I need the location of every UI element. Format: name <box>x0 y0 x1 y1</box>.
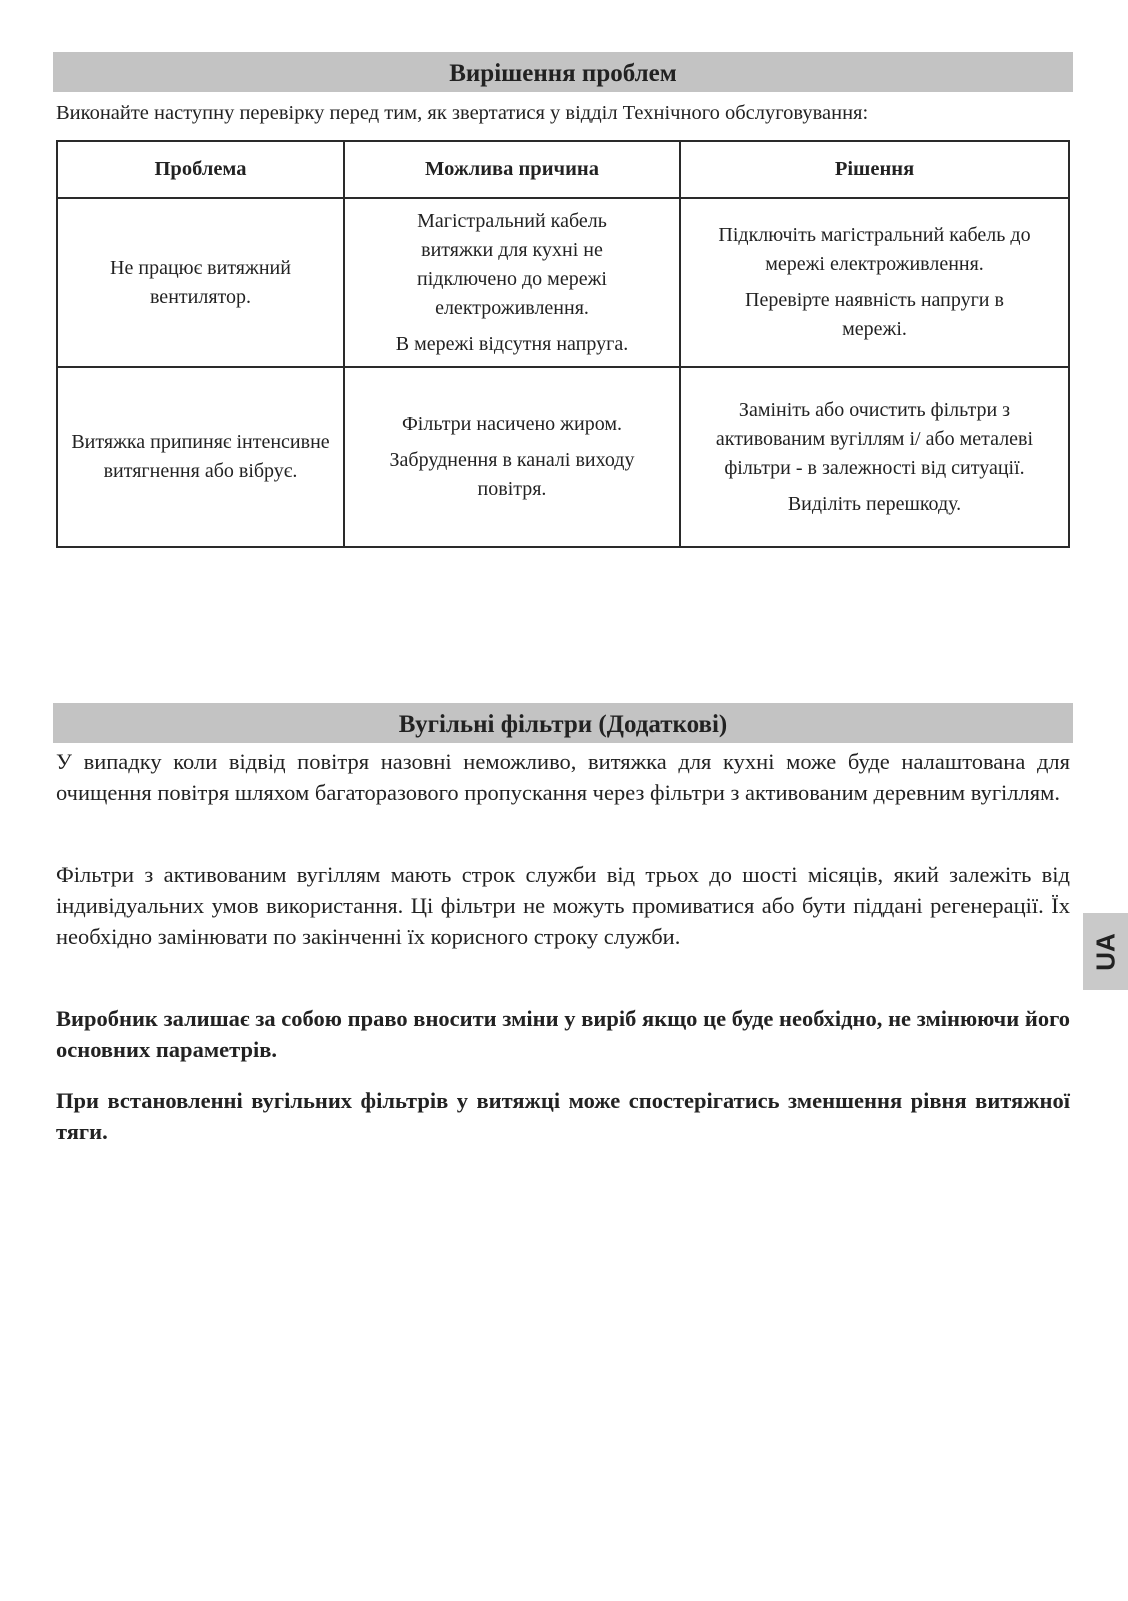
problem-text: Не працює витяжний вентилятор. <box>110 256 291 308</box>
cause-text: Фільтри насичено жиром. <box>402 413 622 435</box>
troubleshooting-intro: Виконайте наступну перевірку перед тим, як звертатися у відділ Технічного обслуговування: <box>56 102 869 124</box>
solution-text: Підключіть магістральний кабель до мережі електроживлення. <box>718 224 1031 275</box>
solution-text: Перевірте наявність напруги в мережі. <box>745 289 1004 340</box>
language-tab-label: UA <box>1090 932 1120 971</box>
solution-cell <box>680 367 1069 547</box>
carbon-filters-title: Вугільні фільтри (Додаткові) <box>53 703 1073 743</box>
cause-text: В мережі відсутня напруга. <box>395 332 629 355</box>
carbon-filter-warning: При встановленні вугільних фільтрів у витяжці може спостерігатись зменшення рівня витяжної тяги. <box>56 1088 1070 1144</box>
problem-cell <box>57 198 344 367</box>
cause-cell <box>344 198 680 367</box>
header-cause: Можлива причина <box>344 141 680 198</box>
solution-cell <box>680 198 1069 367</box>
problem-cell <box>57 367 344 547</box>
cause-cell <box>344 367 680 547</box>
header-problem: Проблема <box>57 141 344 198</box>
carbon-filters-paragraph: Фільтри з активованим вугіллям мають строк служби від трьох до шості місяців, який залежіть від індивідуальних умов використання. Ці фільтри не можуть промиватися або бути піддані регенерації. Їх необхідно замінювати по закінченні їх корисного строку служби. <box>56 862 1070 949</box>
cause-text: Магістральний кабель витяжки для кухні не підключено до мережі електроживлення. <box>417 209 607 319</box>
language-tab <box>1083 913 1128 990</box>
solution-text: Замініть або очистить фільтри з активованим вугіллям і/ або металеві фільтри - в залежності від ситуації. <box>715 398 1034 479</box>
table-row <box>57 367 1069 547</box>
problem-text: Витяжка припиняє інтенсивне витягнення або вібрує. <box>71 431 330 482</box>
carbon-filters-paragraph: У випадку коли відвід повітря назовні неможливо, витяжка для кухні може буде налаштована для очищення повітря шляхом багаторазового пропускання через фільтри з активованим деревним вугіллям. <box>56 749 1070 805</box>
header-solution: Рішення <box>680 141 1069 198</box>
manufacturer-notice: Виробник залишає за собою право вносити зміни у виріб якщо це буде необхідно, не змінюючи його основних параметрів. <box>56 1006 1070 1062</box>
table-row <box>57 198 1069 367</box>
cause-text: Забруднення в каналі виходу повітря. <box>389 449 635 500</box>
troubleshooting-table <box>56 140 1070 548</box>
troubleshooting-title: Вирішення проблем <box>53 52 1073 92</box>
table-header-row <box>57 141 1069 198</box>
solution-text: Виділіть перешкоду. <box>787 492 962 515</box>
